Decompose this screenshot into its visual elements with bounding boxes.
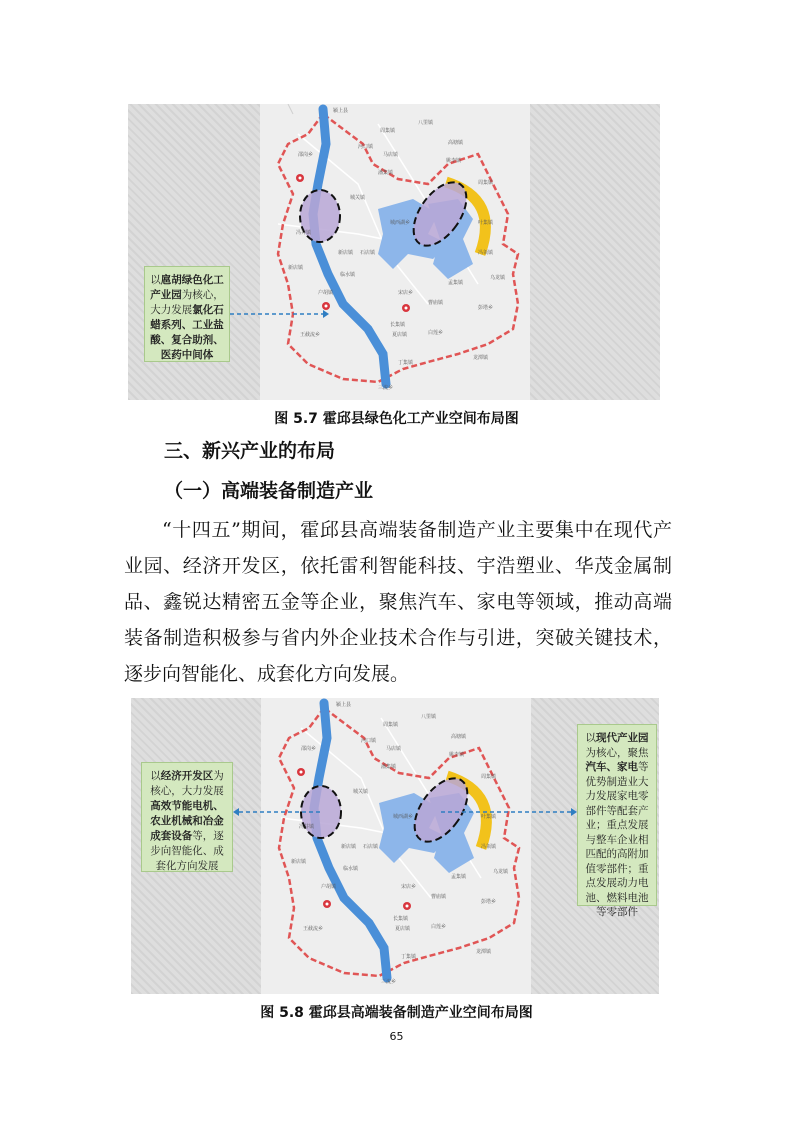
place-label: 丁集镇 bbox=[398, 360, 414, 366]
location-pin bbox=[296, 174, 304, 182]
place-label: 丁集镇 bbox=[401, 954, 417, 960]
page-number: 65 bbox=[389, 1030, 404, 1043]
place-label: 户胡镇 bbox=[318, 290, 334, 296]
body-paragraph: “十四五”期间，霍邱县高端装备制造产业主要集中在现代产业园、经济开发区，依托雷利智能科技、宇浩塑业、华茂金属制品、鑫锐达精密五金等企业，聚焦汽车、家电等领域，推动高端装备制造积极参与省内外企业技术合作与引进，突破关键技术，逐步向智能化、成套化方向发展。 bbox=[124, 519, 672, 685]
place-label: 新店镇 bbox=[291, 859, 307, 865]
place-label: 乌龙镇 bbox=[490, 275, 506, 281]
place-label: 城西湖乡 bbox=[393, 814, 414, 820]
place-label: 高塘镇 bbox=[448, 140, 464, 146]
place-label: 新店镇 bbox=[288, 265, 304, 271]
place-label: 河口镇 bbox=[361, 738, 377, 744]
place-label: 姚李镇 bbox=[449, 752, 465, 758]
place-label: 周集镇 bbox=[380, 128, 396, 134]
figure2-callout-right: 以现代产业园为核心，聚焦汽车、家电等优势制造业大力发展家电零部件等配套产业；重点发展与整车企业相匹配的高附加值零部件；重点发展动力电池、燃料电池等零部件 bbox=[577, 724, 657, 906]
place-label: 八里镇 bbox=[418, 120, 434, 126]
place-label: 临水镇 bbox=[343, 866, 359, 872]
place-label: 曹庙镇 bbox=[431, 894, 447, 900]
place-label: 王截流乡 bbox=[303, 926, 324, 932]
place-label: 邵岗乡 bbox=[298, 152, 314, 158]
place-label: 三流乡 bbox=[381, 979, 397, 985]
place-label: 乌龙镇 bbox=[493, 869, 509, 875]
place-label: 叶集镇 bbox=[478, 220, 494, 226]
place-label: 城西湖乡 bbox=[390, 220, 411, 226]
place-label: 临水镇 bbox=[340, 272, 356, 278]
place-label: 孟集镇 bbox=[448, 280, 464, 286]
place-label: 颍上县 bbox=[336, 702, 352, 708]
place-label: 城关镇 bbox=[350, 195, 366, 201]
place-label: 邵岗乡 bbox=[301, 746, 317, 752]
place-label: 彭塔乡 bbox=[478, 305, 494, 311]
place-label: 周集镇 bbox=[481, 774, 497, 780]
place-label: 孟集镇 bbox=[451, 874, 467, 880]
figure1-map bbox=[128, 104, 660, 400]
place-label: 石店镇 bbox=[360, 250, 376, 256]
location-pin bbox=[323, 900, 331, 908]
place-label: 白莲乡 bbox=[431, 924, 447, 930]
place-label: 三流乡 bbox=[378, 385, 394, 391]
place-label: 马店镇 bbox=[386, 746, 402, 752]
place-label: 白莲乡 bbox=[428, 330, 444, 336]
figure2-caption: 图 5.8 霍邱县高端装备制造产业空间布局图 bbox=[260, 1005, 533, 1021]
place-label: 冯井镇 bbox=[299, 824, 315, 830]
place-label: 冯瓴镇 bbox=[478, 250, 494, 256]
place-label: 潘集镇 bbox=[378, 170, 394, 176]
place-label: 河口镇 bbox=[358, 144, 374, 150]
place-label: 八里镇 bbox=[421, 714, 437, 720]
figure2-callout-left: 以经济开发区为核心，大力发展高效节能电机、农业机械和冶金成套设备等，逐步向智能化、成套化方向发展 bbox=[141, 762, 233, 872]
figure1-caption: 图 5.7 霍邱县绿色化工产业空间布局图 bbox=[274, 411, 519, 427]
location-pin bbox=[322, 302, 330, 310]
figure1-callout: 以扈胡绿色化工产业园为核心，大力发展氯化石蜡系列、工业盐酸、复合助剂、医药中间体 bbox=[144, 266, 230, 362]
place-label: 冯井镇 bbox=[296, 230, 312, 236]
place-label: 石店镇 bbox=[363, 844, 379, 850]
place-label: 周集镇 bbox=[478, 180, 494, 186]
place-label: 夏店镇 bbox=[395, 926, 411, 932]
figure2-map bbox=[131, 698, 659, 994]
place-label: 龙潭镇 bbox=[476, 949, 492, 955]
section-heading: 三、新兴产业的布局 bbox=[164, 440, 336, 462]
place-label: 夏店镇 bbox=[392, 332, 408, 338]
place-label: 龙潭镇 bbox=[473, 355, 489, 361]
place-label: 冯瓴镇 bbox=[481, 844, 497, 850]
place-label: 长集镇 bbox=[393, 916, 409, 922]
place-label: 高塘镇 bbox=[451, 734, 467, 740]
subsection-heading: （一）高端装备制造产业 bbox=[164, 480, 374, 502]
place-label: 彭塔乡 bbox=[481, 899, 497, 905]
place-label: 宋店乡 bbox=[401, 884, 417, 890]
place-label: 新店镇 bbox=[341, 844, 357, 850]
place-label: 长集镇 bbox=[390, 322, 406, 328]
place-label: 颍上县 bbox=[333, 108, 349, 114]
place-label: 姚李镇 bbox=[446, 158, 462, 164]
place-label: 潘集镇 bbox=[381, 764, 397, 770]
place-label: 户胡镇 bbox=[321, 884, 337, 890]
place-label: 曹庙镇 bbox=[428, 300, 444, 306]
place-label: 新店镇 bbox=[338, 250, 354, 256]
place-label: 马店镇 bbox=[383, 152, 399, 158]
place-label: 城关镇 bbox=[353, 789, 369, 795]
place-label: 宋店乡 bbox=[398, 290, 414, 296]
place-label: 周集镇 bbox=[383, 722, 399, 728]
location-pin bbox=[403, 902, 411, 910]
place-label: 王截流乡 bbox=[300, 332, 321, 338]
location-pin bbox=[297, 768, 305, 776]
place-label: 叶集镇 bbox=[481, 814, 497, 820]
location-pin bbox=[402, 304, 410, 312]
